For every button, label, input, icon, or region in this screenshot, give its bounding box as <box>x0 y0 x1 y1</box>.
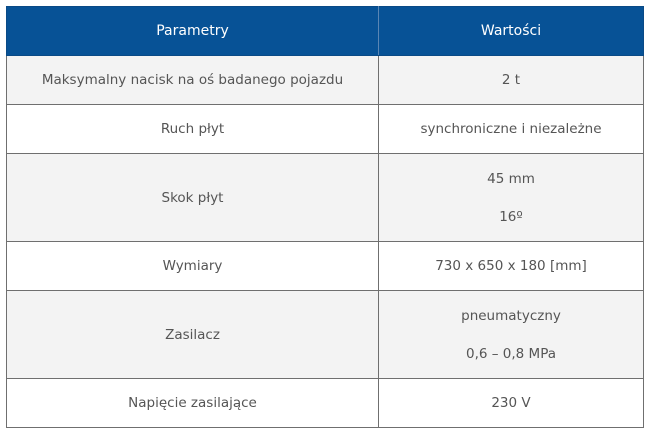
value-cell <box>379 154 644 242</box>
value-text: synchroniczne i niezależne <box>420 121 602 137</box>
table-row <box>7 379 644 428</box>
value-text: 730 x 650 x 180 [mm] <box>435 258 587 274</box>
value-cell <box>379 105 644 154</box>
table-header-row <box>7 7 644 56</box>
table-row <box>7 242 644 291</box>
value-cell <box>379 291 644 379</box>
value-text: 45 mm <box>487 170 535 187</box>
parameter-cell: Ruch płyt <box>7 105 379 154</box>
value-text: 230 V <box>491 395 531 411</box>
column-header-values: Wartości <box>379 7 644 56</box>
value-text: 16º <box>499 208 523 225</box>
value-text: pneumatyczny <box>461 307 561 324</box>
table-row <box>7 291 644 379</box>
value-cell <box>379 242 644 291</box>
parameter-cell: Skok płyt <box>7 154 379 242</box>
parameter-cell: Maksymalny nacisk na oś badanego pojazdu <box>7 56 379 105</box>
value-text: 0,6 – 0,8 MPa <box>465 345 557 362</box>
parameter-cell: Napięcie zasilające <box>7 379 379 428</box>
parameter-cell: Wymiary <box>7 242 379 291</box>
value-cell <box>379 379 644 428</box>
specifications-table <box>6 6 644 428</box>
value-text: 2 t <box>501 72 521 88</box>
parameter-cell: Zasilacz <box>7 291 379 379</box>
value-cell <box>379 56 644 105</box>
column-header-parameters: Parametry <box>7 7 379 56</box>
table-row <box>7 56 644 105</box>
table-row <box>7 154 644 242</box>
table-row <box>7 105 644 154</box>
